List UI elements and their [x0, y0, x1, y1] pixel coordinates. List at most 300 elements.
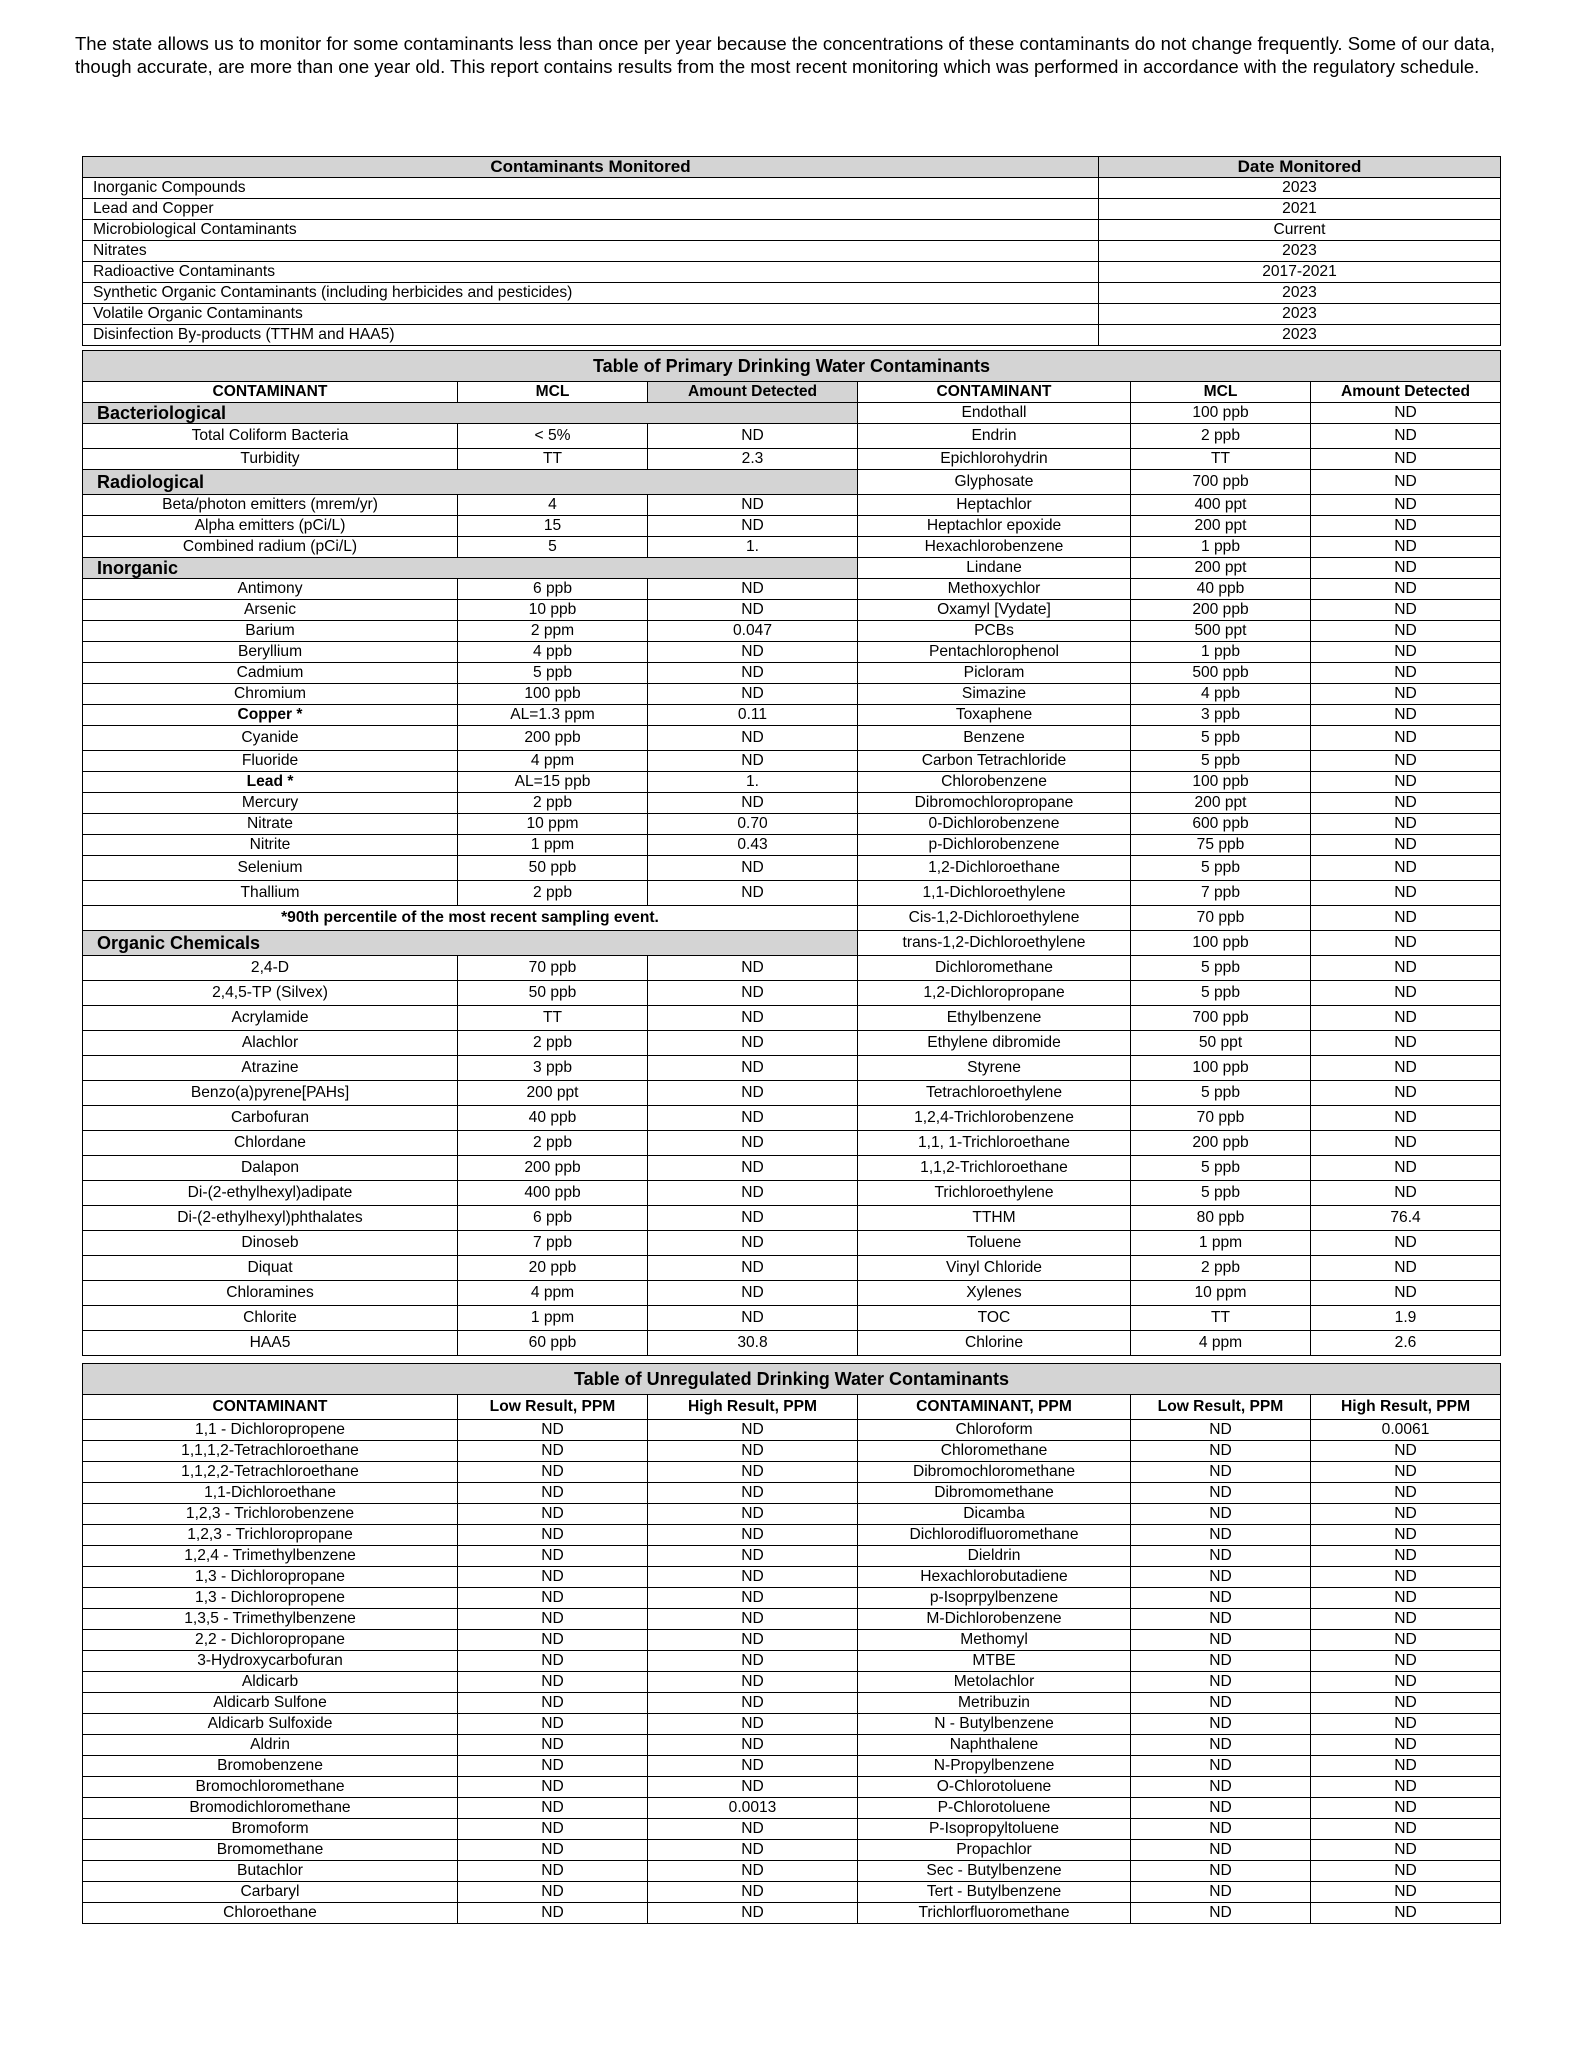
mcl-value: 5 [458, 537, 648, 558]
high-result: ND [1311, 1735, 1501, 1756]
contaminant-name: Dibromochloropropane [858, 793, 1131, 814]
contaminant-name: Barium [83, 621, 458, 642]
amount-detected: ND [648, 1306, 858, 1331]
contaminant-group-cell: Microbiological Contaminants [83, 220, 1099, 241]
contaminant-name: 2,2 - Dichloropropane [83, 1630, 458, 1651]
contaminant-name: N-Propylbenzene [858, 1756, 1131, 1777]
amount-detected: ND [648, 600, 858, 621]
low-result: ND [458, 1525, 648, 1546]
mcl-value: 50 ppb [458, 981, 648, 1006]
table-title: Table of Unregulated Drinking Water Contaminants [83, 1364, 1501, 1395]
table-row [83, 642, 1501, 663]
amount-detected: ND [1311, 600, 1501, 621]
amount-detected: 0.047 [648, 621, 858, 642]
column-header: CONTAMINANT [83, 382, 458, 403]
table-row [83, 516, 1501, 537]
table-row [83, 262, 1501, 283]
table-row [83, 956, 1501, 981]
table-row [83, 325, 1501, 346]
amount-detected: ND [1311, 449, 1501, 470]
contaminant-name: Copper * [83, 705, 458, 726]
amount-detected: ND [1311, 881, 1501, 906]
contaminant-name: 1,3 - Dichloropropene [83, 1588, 458, 1609]
intro-paragraph: The state allows us to monitor for some contaminants less than once per year because the concentrations of these contaminants do not change frequently. Some of our data, though accurate, are more than one year old. This report contains results from the most recent monitoring which was performed in accordance with the regulatory schedule. [75, 33, 1495, 77]
primary-contaminants-table [82, 350, 1501, 1356]
contaminant-name: Oxamyl [Vydate] [858, 600, 1131, 621]
low-result: ND [458, 1672, 648, 1693]
amount-detected: ND [648, 981, 858, 1006]
contaminant-name: Dibromomethane [858, 1483, 1131, 1504]
amount-detected: ND [1311, 906, 1501, 931]
table-row [83, 1546, 1501, 1567]
table-row [83, 1441, 1501, 1462]
contaminant-name: Cyanide [83, 726, 458, 751]
mcl-value: 100 ppb [1131, 772, 1311, 793]
contaminant-name: Arsenic [83, 600, 458, 621]
contaminant-name: N - Butylbenzene [858, 1714, 1131, 1735]
unregulated-contaminants-table [82, 1363, 1501, 1924]
contaminant-name: Aldrin [83, 1735, 458, 1756]
table-row [83, 1651, 1501, 1672]
table-row [83, 470, 1501, 495]
table-row [83, 1819, 1501, 1840]
high-result: ND [648, 1420, 858, 1441]
contaminant-name: Bromomethane [83, 1840, 458, 1861]
table-row [83, 793, 1501, 814]
mcl-value: 1 ppb [1131, 537, 1311, 558]
table-title: Table of Primary Drinking Water Contaminants [83, 351, 1501, 382]
amount-detected: ND [1311, 1181, 1501, 1206]
amount-detected: ND [1311, 726, 1501, 751]
contaminant-name: Aldicarb [83, 1672, 458, 1693]
mcl-value: 1 ppm [458, 835, 648, 856]
low-result: ND [1131, 1525, 1311, 1546]
contaminant-name: 2,4-D [83, 956, 458, 981]
mcl-value: 2 ppb [458, 793, 648, 814]
contaminant-name: Beta/photon emitters (mrem/yr) [83, 495, 458, 516]
high-result: ND [648, 1735, 858, 1756]
contaminant-name: 1,1,1,2-Tetrachloroethane [83, 1441, 458, 1462]
amount-detected: 0.70 [648, 814, 858, 835]
contaminant-name: Tetrachloroethylene [858, 1081, 1131, 1106]
table-row [83, 403, 1501, 424]
amount-detected: ND [1311, 1231, 1501, 1256]
contaminant-name: Dichloromethane [858, 956, 1131, 981]
low-result: ND [1131, 1462, 1311, 1483]
low-result: ND [458, 1504, 648, 1525]
column-header: MCL [458, 382, 648, 403]
mcl-value: 2 ppb [1131, 1256, 1311, 1281]
mcl-value: 2 ppb [458, 1031, 648, 1056]
mcl-value: 200 ppb [1131, 1131, 1311, 1156]
contaminant-name: Dinoseb [83, 1231, 458, 1256]
high-result: ND [1311, 1609, 1501, 1630]
contaminant-name: Ethylene dibromide [858, 1031, 1131, 1056]
contaminant-name: Hexachlorobutadiene [858, 1567, 1131, 1588]
low-result: ND [458, 1756, 648, 1777]
amount-detected: ND [1311, 1056, 1501, 1081]
contaminant-name: Atrazine [83, 1056, 458, 1081]
high-result: ND [1311, 1903, 1501, 1924]
mcl-value: TT [1131, 1306, 1311, 1331]
contaminant-name: Trichloroethylene [858, 1181, 1131, 1206]
table-row [83, 241, 1501, 262]
table-row [83, 1281, 1501, 1306]
low-result: ND [458, 1798, 648, 1819]
contaminant-name: Antimony [83, 579, 458, 600]
low-result: ND [1131, 1546, 1311, 1567]
amount-detected: 2.3 [648, 449, 858, 470]
table-row [83, 751, 1501, 772]
high-result: 0.0013 [648, 1798, 858, 1819]
contaminant-name: 1,2,3 - Trichlorobenzene [83, 1504, 458, 1525]
contaminant-name: Di-(2-ethylhexyl)adipate [83, 1181, 458, 1206]
mcl-value: TT [458, 449, 648, 470]
mcl-value: AL=1.3 ppm [458, 705, 648, 726]
contaminant-name: Chloromethane [858, 1441, 1131, 1462]
date-cell: 2023 [1099, 304, 1501, 325]
low-result: ND [458, 1735, 648, 1756]
column-header: CONTAMINANT, PPM [858, 1395, 1131, 1420]
mcl-value: 20 ppb [458, 1256, 648, 1281]
mcl-value: 40 ppb [1131, 579, 1311, 600]
amount-detected: ND [648, 1181, 858, 1206]
table-row [83, 1525, 1501, 1546]
mcl-value: 4 ppb [1131, 684, 1311, 705]
amount-detected: ND [648, 1206, 858, 1231]
amount-detected: 30.8 [648, 1331, 858, 1356]
high-result: ND [1311, 1819, 1501, 1840]
contaminant-name: TTHM [858, 1206, 1131, 1231]
mcl-value: 70 ppb [1131, 1106, 1311, 1131]
amount-detected: ND [1311, 814, 1501, 835]
high-result: ND [648, 1840, 858, 1861]
high-result: ND [1311, 1483, 1501, 1504]
mcl-value: 700 ppb [1131, 1006, 1311, 1031]
table-row [83, 684, 1501, 705]
mcl-value: 2 ppm [458, 621, 648, 642]
amount-detected: ND [648, 1006, 858, 1031]
mcl-value: 4 ppb [458, 642, 648, 663]
table-row [83, 1156, 1501, 1181]
mcl-value: TT [458, 1006, 648, 1031]
mcl-value: 6 ppb [458, 579, 648, 600]
table-row [83, 1693, 1501, 1714]
high-result: ND [648, 1546, 858, 1567]
table-row [83, 1420, 1501, 1441]
contaminant-name: Mercury [83, 793, 458, 814]
table-row [83, 814, 1501, 835]
amount-detected: ND [1311, 1081, 1501, 1106]
amount-detected: ND [1311, 1006, 1501, 1031]
high-result: ND [1311, 1504, 1501, 1525]
mcl-value: 1 ppm [458, 1306, 648, 1331]
amount-detected: 0.43 [648, 835, 858, 856]
amount-detected: ND [1311, 835, 1501, 856]
low-result: ND [1131, 1903, 1311, 1924]
mcl-value: 200 ppt [1131, 558, 1311, 579]
contaminant-name: Tert - Butylbenzene [858, 1882, 1131, 1903]
table-row [83, 705, 1501, 726]
date-cell: 2017-2021 [1099, 262, 1501, 283]
amount-detected: ND [648, 642, 858, 663]
table-row [83, 304, 1501, 325]
contaminant-name: 1,1 - Dichloropropene [83, 1420, 458, 1441]
contaminant-name: PCBs [858, 621, 1131, 642]
amount-detected: ND [648, 856, 858, 881]
high-result: ND [648, 1882, 858, 1903]
contaminant-name: Carbon Tetrachloride [858, 751, 1131, 772]
contaminant-name: TOC [858, 1306, 1131, 1331]
column-header: CONTAMINANT [858, 382, 1131, 403]
high-result: ND [1311, 1693, 1501, 1714]
contaminant-name: Alachlor [83, 1031, 458, 1056]
low-result: ND [1131, 1483, 1311, 1504]
contaminant-name: 1,3,5 - Trimethylbenzene [83, 1609, 458, 1630]
low-result: ND [1131, 1672, 1311, 1693]
table-row [83, 1630, 1501, 1651]
amount-detected: ND [1311, 1031, 1501, 1056]
mcl-value: 100 ppb [458, 684, 648, 705]
table-row [83, 1714, 1501, 1735]
contaminant-name: Bromodichloromethane [83, 1798, 458, 1819]
mcl-value: 4 ppm [458, 1281, 648, 1306]
high-result: ND [648, 1525, 858, 1546]
amount-detected: ND [648, 684, 858, 705]
contaminant-name: Turbidity [83, 449, 458, 470]
contaminant-name: Glyphosate [858, 470, 1131, 495]
contaminant-name: Benzo(a)pyrene[PAHs] [83, 1081, 458, 1106]
contaminant-name: Carbofuran [83, 1106, 458, 1131]
contaminant-name: Dicamba [858, 1504, 1131, 1525]
mcl-value: 10 ppm [1131, 1281, 1311, 1306]
low-result: ND [1131, 1504, 1311, 1525]
table-row [83, 495, 1501, 516]
amount-detected: ND [648, 1031, 858, 1056]
contaminant-name: Di-(2-ethylhexyl)phthalates [83, 1206, 458, 1231]
high-result: ND [1311, 1882, 1501, 1903]
contaminant-name: MTBE [858, 1651, 1131, 1672]
low-result: ND [458, 1588, 648, 1609]
contaminant-name: 1,1,2,2-Tetrachloroethane [83, 1462, 458, 1483]
contaminant-name: p-Isoprpylbenzene [858, 1588, 1131, 1609]
contaminant-group-cell: Nitrates [83, 241, 1099, 262]
amount-detected: ND [1311, 1281, 1501, 1306]
amount-detected: ND [648, 495, 858, 516]
table-row [83, 199, 1501, 220]
column-header: High Result, PPM [1311, 1395, 1501, 1420]
contaminant-name: Chromium [83, 684, 458, 705]
amount-detected: ND [1311, 516, 1501, 537]
contaminant-name: Bromobenzene [83, 1756, 458, 1777]
amount-detected: ND [1311, 793, 1501, 814]
category-heading: Inorganic [83, 558, 858, 579]
table-row [83, 579, 1501, 600]
high-result: ND [1311, 1714, 1501, 1735]
mcl-value: 600 ppb [1131, 814, 1311, 835]
contaminant-group-cell: Synthetic Organic Contaminants (including herbicides and pesticides) [83, 283, 1099, 304]
contaminant-name: Cadmium [83, 663, 458, 684]
table-row [83, 856, 1501, 881]
contaminant-name: Metolachlor [858, 1672, 1131, 1693]
table-row [83, 621, 1501, 642]
low-result: ND [1131, 1630, 1311, 1651]
contaminant-name: Trichlorfluoromethane [858, 1903, 1131, 1924]
table-row [83, 537, 1501, 558]
column-header: MCL [1131, 382, 1311, 403]
high-result: ND [648, 1483, 858, 1504]
amount-detected: ND [648, 1106, 858, 1131]
amount-detected: ND [1311, 705, 1501, 726]
contaminant-name: Metribuzin [858, 1693, 1131, 1714]
contaminant-name: Heptachlor [858, 495, 1131, 516]
high-result: ND [1311, 1651, 1501, 1672]
low-result: ND [458, 1819, 648, 1840]
table-row [83, 1006, 1501, 1031]
mcl-value: 400 ppt [1131, 495, 1311, 516]
contaminant-name: Total Coliform Bacteria [83, 424, 458, 449]
contaminant-name: Methoxychlor [858, 579, 1131, 600]
amount-detected: ND [648, 1256, 858, 1281]
contaminant-name: 1,3 - Dichloropropane [83, 1567, 458, 1588]
contaminant-name: Toxaphene [858, 705, 1131, 726]
contaminant-name: Toluene [858, 1231, 1131, 1256]
mcl-value: 4 ppm [1131, 1331, 1311, 1356]
mcl-value: 50 ppt [1131, 1031, 1311, 1056]
table-row [83, 1567, 1501, 1588]
contaminant-name: P-Chlorotoluene [858, 1798, 1131, 1819]
column-header: CONTAMINANT [83, 1395, 458, 1420]
amount-detected: ND [648, 579, 858, 600]
amount-detected: ND [1311, 1106, 1501, 1131]
low-result: ND [458, 1462, 648, 1483]
mcl-value: 60 ppb [458, 1331, 648, 1356]
amount-detected: ND [1311, 558, 1501, 579]
contaminant-group-cell: Lead and Copper [83, 199, 1099, 220]
contaminant-name: 1,2-Dichloroethane [858, 856, 1131, 881]
column-header: Amount Detected [1311, 382, 1501, 403]
table-row [83, 1588, 1501, 1609]
amount-detected: ND [648, 881, 858, 906]
low-result: ND [1131, 1567, 1311, 1588]
high-result: ND [648, 1861, 858, 1882]
high-result: ND [648, 1504, 858, 1525]
contaminant-name: Chloramines [83, 1281, 458, 1306]
high-result: ND [648, 1777, 858, 1798]
amount-detected: ND [1311, 403, 1501, 424]
mcl-value: 5 ppb [1131, 1181, 1311, 1206]
high-result: ND [648, 1441, 858, 1462]
contaminant-name: Selenium [83, 856, 458, 881]
high-result: ND [1311, 1588, 1501, 1609]
amount-detected: 0.11 [648, 705, 858, 726]
amount-detected: ND [648, 663, 858, 684]
table-row [83, 1777, 1501, 1798]
table-row [83, 906, 1501, 931]
mcl-value: 1 ppm [1131, 1231, 1311, 1256]
amount-detected: ND [1311, 751, 1501, 772]
mcl-value: 10 ppb [458, 600, 648, 621]
high-result: ND [1311, 1861, 1501, 1882]
high-result: ND [648, 1819, 858, 1840]
contaminant-name: Styrene [858, 1056, 1131, 1081]
contaminant-name: Propachlor [858, 1840, 1131, 1861]
table-row [83, 1735, 1501, 1756]
table-row [83, 1331, 1501, 1356]
contaminant-group-cell: Disinfection By-products (TTHM and HAA5) [83, 325, 1099, 346]
contaminant-name: Chlorite [83, 1306, 458, 1331]
low-result: ND [458, 1861, 648, 1882]
contaminant-name: Ethylbenzene [858, 1006, 1131, 1031]
mcl-value: 5 ppb [1131, 956, 1311, 981]
date-cell: 2023 [1099, 325, 1501, 346]
table-title-row [83, 351, 1501, 382]
low-result: ND [458, 1630, 648, 1651]
low-result: ND [458, 1903, 648, 1924]
contaminant-name: Chlorobenzene [858, 772, 1131, 793]
contaminant-name: Dalapon [83, 1156, 458, 1181]
contaminant-name: 3-Hydroxycarbofuran [83, 1651, 458, 1672]
contaminant-name: P-Isopropyltoluene [858, 1819, 1131, 1840]
contaminant-name: Chloroform [858, 1420, 1131, 1441]
contaminant-name: Dichlorodifluoromethane [858, 1525, 1131, 1546]
mcl-value: 500 ppt [1131, 621, 1311, 642]
high-result: ND [648, 1651, 858, 1672]
contaminant-name: Epichlorohydrin [858, 449, 1131, 470]
contaminant-name: Vinyl Chloride [858, 1256, 1131, 1281]
contaminant-name: Chlorine [858, 1331, 1131, 1356]
low-result: ND [458, 1567, 648, 1588]
contaminant-group-cell: Volatile Organic Contaminants [83, 304, 1099, 325]
amount-detected: ND [1311, 621, 1501, 642]
table-row [83, 881, 1501, 906]
date-cell: Current [1099, 220, 1501, 241]
amount-detected: 1.9 [1311, 1306, 1501, 1331]
mcl-value: 5 ppb [1131, 981, 1311, 1006]
low-result: ND [1131, 1609, 1311, 1630]
contaminant-name: Beryllium [83, 642, 458, 663]
amount-detected: ND [648, 1156, 858, 1181]
table-row [83, 1672, 1501, 1693]
contaminant-name: Simazine [858, 684, 1131, 705]
table-row [83, 449, 1501, 470]
category-heading: Bacteriological [83, 403, 858, 424]
contaminant-name: 1,1, 1-Trichloroethane [858, 1131, 1131, 1156]
table-row [83, 772, 1501, 793]
amount-detected: ND [1311, 981, 1501, 1006]
table-row [83, 1861, 1501, 1882]
high-result: ND [1311, 1840, 1501, 1861]
high-result: ND [1311, 1567, 1501, 1588]
mcl-value: 5 ppb [1131, 1081, 1311, 1106]
amount-detected: ND [648, 726, 858, 751]
mcl-value: 5 ppb [458, 663, 648, 684]
contaminant-name: 2,4,5-TP (Silvex) [83, 981, 458, 1006]
contaminant-name: Diquat [83, 1256, 458, 1281]
amount-detected: ND [1311, 772, 1501, 793]
low-result: ND [1131, 1693, 1311, 1714]
mcl-value: 70 ppb [1131, 906, 1311, 931]
column-header: High Result, PPM [648, 1395, 858, 1420]
date-cell: 2023 [1099, 178, 1501, 199]
date-cell: 2021 [1099, 199, 1501, 220]
low-result: ND [458, 1483, 648, 1504]
amount-detected: ND [1311, 470, 1501, 495]
contaminant-name: Hexachlorobenzene [858, 537, 1131, 558]
low-result: ND [458, 1441, 648, 1462]
contaminant-name: Dieldrin [858, 1546, 1131, 1567]
table-row [83, 931, 1501, 956]
